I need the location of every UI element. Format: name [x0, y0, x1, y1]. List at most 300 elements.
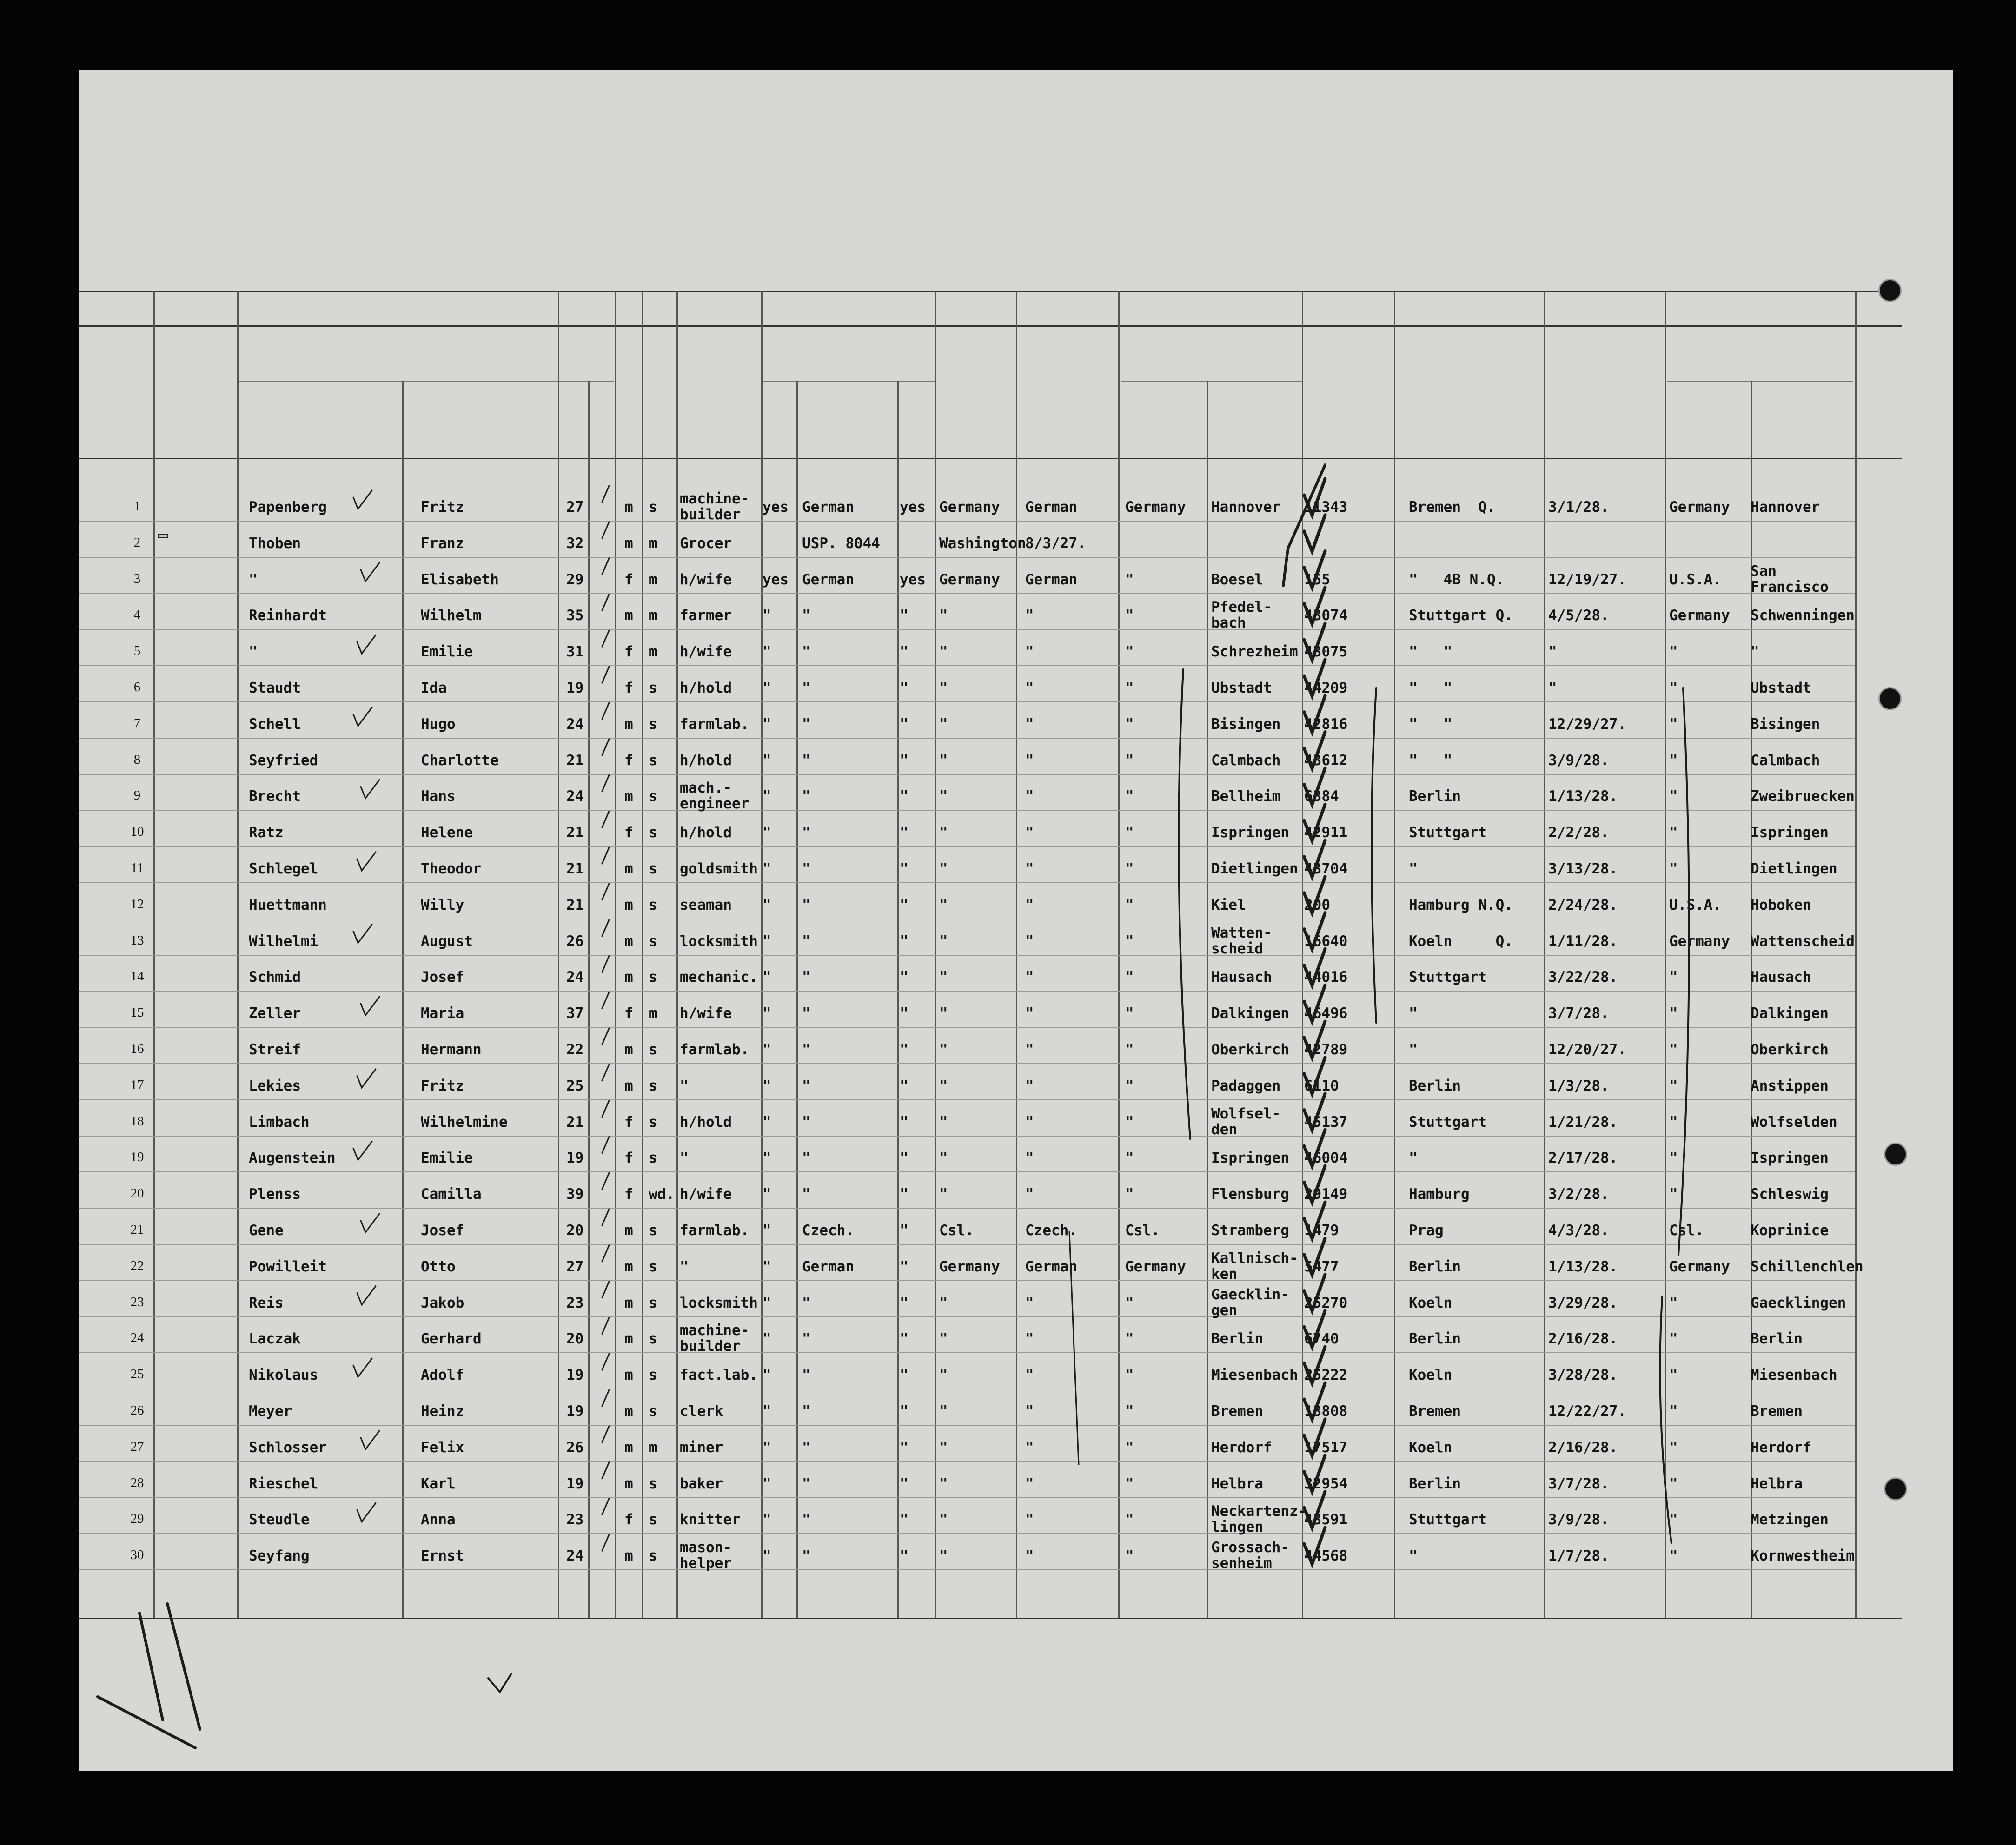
- cell-family: ": [249, 643, 258, 661]
- cell-ms: s: [649, 1330, 657, 1348]
- cell-sex: m: [624, 1367, 633, 1384]
- cell-family: Plenss: [249, 1186, 301, 1203]
- cell-date: 3/1/28.: [1548, 499, 1609, 516]
- cell-write: ": [900, 896, 909, 913]
- cell-occ: ": [680, 1077, 689, 1094]
- check-mark: [1678, 688, 1689, 1255]
- cell-race: ": [1025, 1403, 1034, 1420]
- check-mark: [357, 1503, 376, 1521]
- cell-sex: f: [624, 1113, 633, 1131]
- cell-bcountry: ": [1125, 571, 1134, 588]
- cell-yrs: 19: [566, 1150, 584, 1167]
- cell-ms: m: [649, 571, 657, 588]
- cell-sex: f: [624, 571, 633, 588]
- cell-occ: farmlab.: [680, 1041, 749, 1058]
- cell-rcountry: ": [1669, 860, 1678, 877]
- cell-nat: ": [939, 1367, 948, 1384]
- cell-given: Camilla: [421, 1186, 482, 1203]
- cell-read: ": [763, 788, 771, 805]
- cell-family: Brecht: [249, 788, 301, 805]
- cell-yrs: 19: [566, 680, 584, 696]
- cell-visa: 32954: [1304, 1475, 1348, 1492]
- cell-given: Gerhard: [421, 1330, 482, 1348]
- cell-yrs: 26: [566, 932, 584, 950]
- cell-read: ": [763, 1367, 771, 1384]
- cell-read: yes: [763, 571, 789, 588]
- cell-no: 28: [130, 1475, 144, 1490]
- cell-date: 12/19/27.: [1548, 571, 1626, 588]
- cell-no: 14: [130, 969, 144, 984]
- cell-sex: m: [624, 1077, 633, 1094]
- cell-bcity: Ispringen: [1211, 824, 1289, 841]
- cell-lang: Czech.: [802, 1222, 854, 1239]
- cell-issued: Berlin: [1409, 788, 1461, 805]
- check-mark: [602, 1534, 609, 1551]
- cell-family: Lekies: [249, 1077, 301, 1094]
- cell-race: ": [1025, 860, 1034, 877]
- cell-bcountry: ": [1125, 1113, 1134, 1131]
- cell-bcity: Dalkingen: [1211, 1005, 1289, 1022]
- cell-occ: Grocer: [680, 535, 732, 552]
- cell-occ: h/wife: [680, 571, 732, 588]
- cell-occ: h/wife: [680, 1005, 732, 1022]
- cell-race: ": [1025, 1041, 1034, 1058]
- cell-bcity: Gaecklin- gen: [1211, 1286, 1289, 1319]
- cell-ms: s: [649, 860, 657, 877]
- cell-race: ": [1025, 1475, 1034, 1492]
- cell-bcountry: ": [1125, 1150, 1134, 1167]
- cell-date: 2/16/28.: [1548, 1330, 1618, 1348]
- cell-occ: farmer: [680, 607, 732, 624]
- cell-given: Ernst: [421, 1547, 464, 1565]
- cell-read: ": [763, 680, 771, 696]
- cell-write: ": [900, 1511, 909, 1528]
- cell-nat: Germany: [939, 1258, 1000, 1275]
- cell-yrs: 19: [566, 1403, 584, 1420]
- cell-write: ": [900, 715, 909, 733]
- cell-write: ": [900, 1005, 909, 1022]
- check-mark: [1304, 985, 1325, 1021]
- cell-bcountry: ": [1125, 607, 1134, 624]
- cell-sex: f: [624, 1511, 633, 1528]
- cell-bcity: Miesenbach: [1211, 1367, 1298, 1384]
- check-mark: [602, 1173, 609, 1189]
- cell-date: 2/16/28.: [1548, 1439, 1618, 1456]
- cell-yrs: 29: [566, 571, 584, 588]
- check-mark: [1372, 688, 1376, 1023]
- cell-family: Meyer: [249, 1403, 292, 1420]
- cell-no: 3: [133, 571, 141, 586]
- cell-yrs: 27: [566, 1258, 584, 1275]
- cell-no: 9: [133, 788, 141, 803]
- cell-given: Otto: [421, 1258, 456, 1275]
- check-mark: [1304, 1202, 1325, 1238]
- cell-visa: 16640: [1304, 932, 1348, 950]
- cell-visa: 45137: [1304, 1113, 1348, 1131]
- cell-yrs: 27: [566, 499, 584, 516]
- cell-race: ": [1025, 607, 1034, 624]
- cell-bcountry: ": [1125, 1511, 1134, 1528]
- cell-nat: ": [939, 1150, 948, 1167]
- check-mark: [353, 1141, 372, 1160]
- cell-read: ": [763, 1294, 771, 1311]
- cell-ms: s: [649, 1403, 657, 1420]
- cell-lang: ": [802, 1150, 811, 1167]
- check-mark: [1304, 804, 1325, 840]
- cell-race: ": [1025, 680, 1034, 696]
- cell-occ: h/wife: [680, 643, 732, 661]
- cell-ms: wd.: [649, 1186, 675, 1203]
- cell-bcountry: ": [1125, 680, 1134, 696]
- cell-family: Rieschel: [249, 1475, 318, 1492]
- cell-nat: ": [939, 1186, 948, 1203]
- cell-lang: ": [802, 1041, 811, 1058]
- cell-read: ": [763, 969, 771, 986]
- check-mark: [1660, 1297, 1672, 1543]
- cell-family: Schlosser: [249, 1439, 327, 1456]
- cell-write: ": [900, 860, 909, 877]
- cell-given: Heinz: [421, 1403, 464, 1420]
- check-mark: [1304, 696, 1325, 732]
- cell-occ: locksmith: [680, 1294, 758, 1311]
- cell-issued: ": [1409, 1005, 1418, 1022]
- cell-lang: ": [802, 1367, 811, 1384]
- cell-yrs: 23: [566, 1511, 584, 1528]
- cell-rcountry: ": [1669, 1511, 1678, 1528]
- cell-given: Charlotte: [421, 752, 499, 769]
- check-mark: [602, 1282, 609, 1298]
- cell-given: Elisabeth: [421, 571, 499, 588]
- cell-bcountry: ": [1125, 643, 1134, 661]
- cell-race: ": [1025, 1511, 1034, 1528]
- cell-nat: ": [939, 715, 948, 733]
- cell-nat: ": [939, 1547, 948, 1565]
- cell-yrs: 22: [566, 1041, 584, 1058]
- cell-bcity: Wolfsel- den: [1211, 1105, 1281, 1138]
- cell-ms: s: [649, 932, 657, 950]
- cell-rcountry: Csl.: [1669, 1222, 1704, 1239]
- cell-read: ": [763, 1186, 771, 1203]
- cell-ms: s: [649, 1150, 657, 1167]
- cell-visa: 5477: [1304, 1258, 1339, 1275]
- cell-yrs: 26: [566, 1439, 584, 1456]
- check-mark: [602, 1209, 609, 1225]
- cell-rcountry: Germany: [1669, 499, 1730, 516]
- cell-race: ": [1025, 1077, 1034, 1094]
- cell-yrs: 24: [566, 969, 584, 986]
- cell-write: ": [900, 1150, 909, 1167]
- cell-read: ": [763, 1077, 771, 1094]
- cell-given: Anna: [421, 1511, 456, 1528]
- cell-read: yes: [763, 499, 789, 516]
- cell-bcountry: ": [1125, 1475, 1134, 1492]
- cell-family: Seyfried: [249, 752, 318, 769]
- cell-ms: s: [649, 715, 657, 733]
- cell-rcity: Metzingen: [1751, 1511, 1829, 1528]
- check-mark: [361, 1431, 379, 1449]
- cell-lang: ": [802, 1475, 811, 1492]
- cell-nat: ": [939, 824, 948, 841]
- cell-bcountry: ": [1125, 896, 1134, 913]
- cell-bcity: Hannover: [1211, 499, 1281, 516]
- check-mark: [488, 1673, 511, 1692]
- cell-occ: ": [680, 1150, 689, 1167]
- cell-issued: " ": [1409, 752, 1452, 769]
- check-mark: [167, 1604, 200, 1729]
- cell-sex: m: [624, 1547, 633, 1565]
- check-mark: [1304, 479, 1325, 515]
- cell-yrs: 35: [566, 607, 584, 624]
- cell-nat: ": [939, 1330, 948, 1348]
- cell-ms: m: [649, 607, 657, 624]
- check-mark: [1304, 660, 1325, 696]
- cell-date: 12/22/27.: [1548, 1403, 1626, 1420]
- cell-no: 29: [130, 1511, 144, 1527]
- cell-rcountry: ": [1669, 1330, 1678, 1348]
- cell-visa: 29149: [1304, 1186, 1348, 1203]
- cell-rcountry: ": [1669, 1005, 1678, 1022]
- cell-sex: m: [624, 896, 633, 913]
- cell-bcity: Padaggen: [1211, 1077, 1281, 1094]
- cell-sex: m: [624, 1403, 633, 1420]
- cell-lang: ": [802, 969, 811, 986]
- cell-lang: ": [802, 715, 811, 733]
- cell-issued: Berlin: [1409, 1330, 1461, 1348]
- cell-date: 3/28/28.: [1548, 1367, 1618, 1384]
- cell-write: ": [900, 969, 909, 986]
- cell-yrs: 23: [566, 1294, 584, 1311]
- cell-rcity: Anstippen: [1751, 1077, 1829, 1094]
- cell-rcity: Berlin: [1751, 1330, 1803, 1348]
- cell-ms: s: [649, 1547, 657, 1565]
- cell-no: 2: [133, 535, 141, 550]
- cell-yrs: 25: [566, 1077, 584, 1094]
- cell-no: 19: [130, 1150, 144, 1165]
- cell-lang: ": [802, 1439, 811, 1456]
- cell-rcity: Hannover: [1751, 499, 1820, 516]
- check-mark: [353, 925, 372, 943]
- cell-sex: m: [624, 788, 633, 805]
- cell-family: Papenberg: [249, 499, 327, 516]
- cell-no: 26: [130, 1403, 144, 1418]
- cell-bcountry: ": [1125, 969, 1134, 986]
- cell-sex: f: [624, 1005, 633, 1022]
- cell-sex: f: [624, 752, 633, 769]
- cell-occ: clerk: [680, 1403, 723, 1420]
- cell-no: 20: [130, 1186, 144, 1201]
- cell-visa: 25270: [1304, 1294, 1348, 1311]
- cell-race: ": [1025, 1330, 1034, 1348]
- cell-date: 1/13/28.: [1548, 788, 1618, 805]
- cell-no: 17: [130, 1077, 144, 1092]
- cell-nat: ": [939, 1294, 948, 1311]
- cell-sex: f: [624, 1150, 633, 1167]
- check-mark: [1304, 1310, 1325, 1347]
- cell-issued: Koeln: [1409, 1439, 1452, 1456]
- cell-nat: ": [939, 1041, 948, 1058]
- check-mark: [602, 1101, 609, 1117]
- cell-issued: Stuttgart: [1409, 1511, 1487, 1528]
- cell-sex: f: [624, 680, 633, 696]
- cell-family: Reis: [249, 1294, 284, 1311]
- cell-no: 4: [133, 607, 141, 622]
- cell-no: 11: [131, 860, 144, 875]
- cell-family: Huettmann: [249, 896, 327, 913]
- cell-occ: mach.- engineer: [680, 780, 749, 813]
- cell-family: Laczak: [249, 1330, 301, 1348]
- cell-lang: ": [802, 1005, 811, 1022]
- cell-rcity: Bremen: [1751, 1403, 1803, 1420]
- cell-rcity: San Francisco: [1751, 562, 1829, 595]
- cell-no: 15: [130, 1005, 144, 1020]
- cell-rcountry: ": [1669, 824, 1678, 841]
- check-mark: [602, 1426, 609, 1442]
- cell-occ: fact.lab.: [680, 1367, 758, 1384]
- cell-yrs: 19: [566, 1367, 584, 1384]
- cell-rcountry: ": [1669, 1403, 1678, 1420]
- cell-ms: s: [649, 1222, 657, 1239]
- cell-sex: m: [624, 932, 633, 950]
- cell-bcountry: ": [1125, 824, 1134, 841]
- check-mark: [1304, 623, 1325, 660]
- check-mark: [1304, 877, 1325, 913]
- cell-bcity: Boesel: [1211, 571, 1263, 588]
- check-mark: [1304, 587, 1325, 623]
- check-mark: [1304, 732, 1325, 768]
- cell-bcity: Neckartenz- lingen: [1211, 1503, 1307, 1536]
- cell-bcountry: ": [1125, 1367, 1134, 1384]
- cell-issued: ": [1409, 1150, 1418, 1167]
- cell-read: ": [763, 1547, 771, 1565]
- check-mark: [1304, 768, 1325, 804]
- cell-given: Ida: [421, 680, 447, 696]
- cell-issued: Hamburg: [1409, 1186, 1470, 1203]
- cell-date: 4/3/28.: [1548, 1222, 1609, 1239]
- cell-no: 1: [133, 499, 141, 514]
- cell-sex: m: [624, 1258, 633, 1275]
- cell-race: German: [1025, 499, 1077, 516]
- cell-race: ": [1025, 824, 1034, 841]
- cell-rcountry: ": [1669, 788, 1678, 805]
- cell-write: ": [900, 1475, 909, 1492]
- cell-given: Josef: [421, 1222, 464, 1239]
- check-mark: [1304, 840, 1325, 877]
- cell-issued: Prag: [1409, 1222, 1444, 1239]
- cell-lang: ": [802, 932, 811, 950]
- cell-bcountry: Germany: [1125, 1258, 1186, 1275]
- cell-given: Willy: [421, 896, 464, 913]
- check-mark: [361, 997, 379, 1015]
- cell-date: 1/11/28.: [1548, 932, 1618, 950]
- cell-given: Maria: [421, 1005, 464, 1022]
- cell-given: Felix: [421, 1439, 464, 1456]
- check-mark: [1304, 1419, 1325, 1455]
- cell-bcity: Kallnisch- ken: [1211, 1250, 1298, 1283]
- cell-rcountry: ": [1669, 969, 1678, 986]
- cell-date: ": [1548, 643, 1557, 661]
- cell-visa: 13808: [1304, 1403, 1348, 1420]
- check-mark: [602, 1317, 609, 1334]
- cell-read: ": [763, 824, 771, 841]
- cell-family: Staudt: [249, 680, 301, 696]
- cell-given: Helene: [421, 824, 473, 841]
- cell-bcountry: ": [1125, 932, 1134, 950]
- cell-write: yes: [900, 571, 926, 588]
- cell-bcity: Bisingen: [1211, 715, 1281, 733]
- check-mark: [602, 630, 609, 647]
- cell-visa: 42816: [1304, 715, 1348, 733]
- cell-occ: machine- builder: [680, 490, 749, 523]
- cell-lang: ": [802, 752, 811, 769]
- cell-write: ": [900, 680, 909, 696]
- cell-yrs: 19: [566, 1475, 584, 1492]
- cell-no: 30: [130, 1547, 144, 1563]
- cell-race: ": [1025, 1113, 1034, 1131]
- cell-write: ": [900, 1294, 909, 1311]
- cell-visa: 200: [1304, 896, 1330, 913]
- cell-no: 8: [133, 752, 141, 767]
- cell-visa: 42789: [1304, 1041, 1348, 1058]
- cell-no: 27: [130, 1439, 144, 1454]
- cell-sex: m: [624, 607, 633, 624]
- cell-date: 3/13/28.: [1548, 860, 1618, 877]
- cell-rcountry: ": [1669, 680, 1678, 696]
- cell-read: ": [763, 860, 771, 877]
- cell-write: ": [900, 1077, 909, 1094]
- cell-race: German: [1025, 1258, 1077, 1275]
- cell-bcity: Watten- scheid: [1211, 924, 1272, 957]
- cell-rcountry: ": [1669, 1475, 1678, 1492]
- cell-rcountry: ": [1669, 643, 1678, 661]
- cell-issued: Berlin: [1409, 1077, 1461, 1094]
- cell-ms: s: [649, 1475, 657, 1492]
- check-mark: [98, 1697, 195, 1748]
- cell-rcity: Schillenchlen: [1751, 1258, 1863, 1275]
- cell-sex: f: [624, 824, 633, 841]
- check-mark: [602, 992, 609, 1008]
- cell-race: Czech.: [1025, 1222, 1077, 1239]
- cell-write: ": [900, 752, 909, 769]
- cell-lang: ": [802, 788, 811, 805]
- cell-yrs: 24: [566, 788, 584, 805]
- cell-no: 13: [130, 932, 144, 948]
- cell-nat: ": [939, 860, 948, 877]
- cell-rcity: ": [1751, 643, 1759, 661]
- check-mark: [602, 1028, 609, 1045]
- cell-occ: farmlab.: [680, 715, 749, 733]
- cell-rcity: Schleswig: [1751, 1186, 1829, 1203]
- cell-lang: ": [802, 1077, 811, 1094]
- cell-visa: 46496: [1304, 1005, 1348, 1022]
- cell-issued: ": [1409, 1041, 1418, 1058]
- cell-ms: s: [649, 788, 657, 805]
- cell-rcity: Oberkirch: [1751, 1041, 1829, 1058]
- cell-rcity: Zweibruecken: [1751, 788, 1855, 805]
- cell-rcity: Wolfselden: [1751, 1113, 1837, 1131]
- cell-nat: ": [939, 1403, 948, 1420]
- cell-lang: German: [802, 499, 854, 516]
- cell-ms: m: [649, 1439, 657, 1456]
- cell-write: ": [900, 607, 909, 624]
- cell-family: Wilhelmi: [249, 932, 318, 950]
- cell-read: ": [763, 1005, 771, 1022]
- cell-family: Powilleit: [249, 1258, 327, 1275]
- cell-sex: f: [624, 1186, 633, 1203]
- cell-no: 5: [133, 643, 141, 659]
- check-mark: [602, 667, 609, 683]
- cell-nat: ": [939, 752, 948, 769]
- cell-write: yes: [900, 499, 926, 516]
